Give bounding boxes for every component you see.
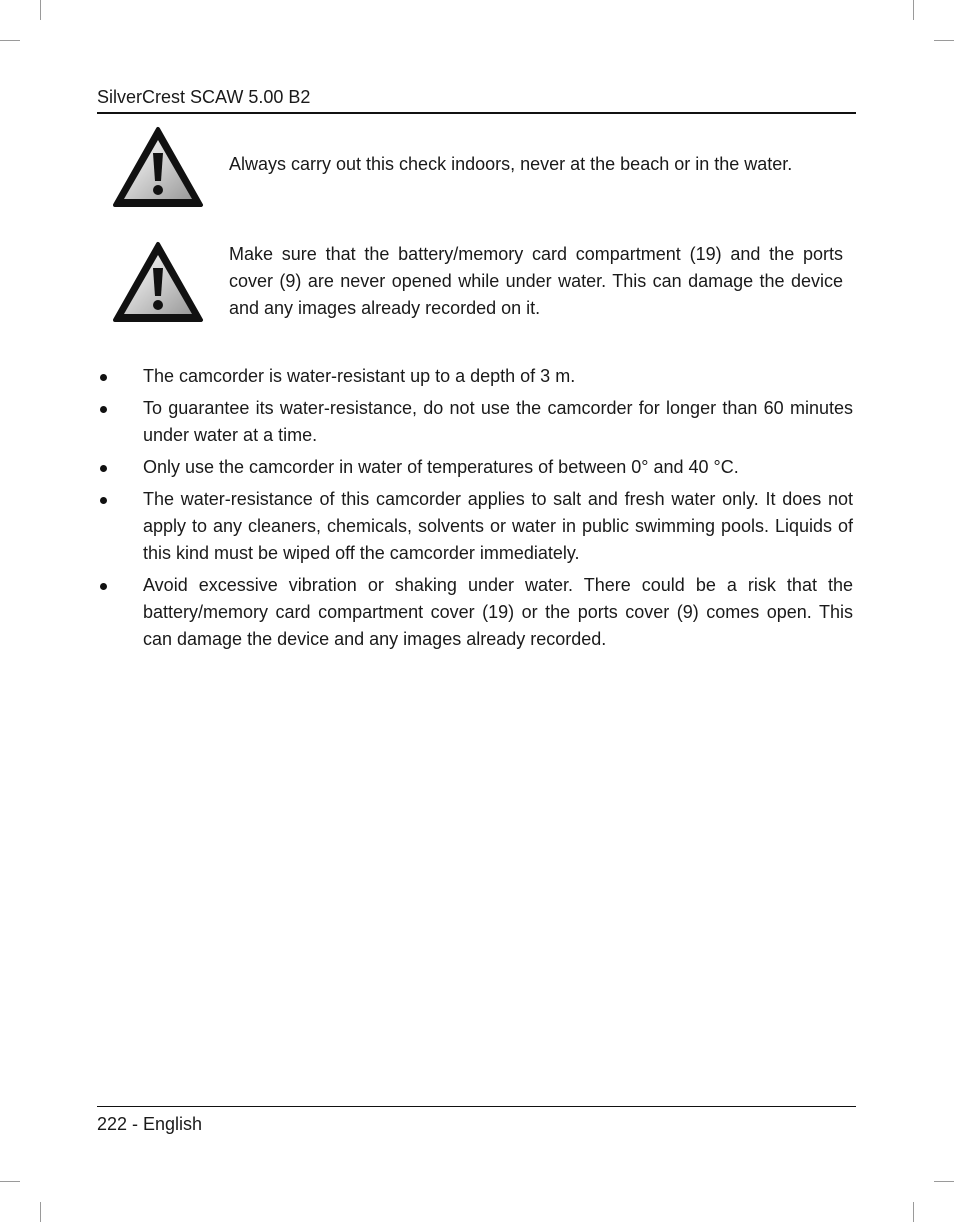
warning-text: Make sure that the battery/memory card compartment (19) and the ports cover (9) are never opened while under water. This can damage the device and any images already recorded on it. bbox=[229, 244, 843, 318]
header-title: SilverCrest SCAW 5.00 B2 bbox=[97, 87, 311, 107]
bullet-icon bbox=[100, 583, 107, 590]
list-item-text: To guarantee its water-resistance, do not use the camcorder for longer than 60 minutes under water at a time. bbox=[143, 398, 853, 445]
crop-mark bbox=[0, 40, 20, 41]
crop-mark bbox=[40, 1202, 41, 1222]
page-number: 222 - English bbox=[97, 1114, 203, 1134]
crop-mark bbox=[40, 0, 41, 20]
warning-triangle-icon bbox=[112, 126, 204, 208]
crop-mark bbox=[934, 40, 954, 41]
list-item-text: Avoid excessive vibration or shaking under water. There could be a risk that the battery/memory card compartment cover (19) or the ports cover (9) comes open. This can damage the device and any images already recorded. bbox=[143, 575, 853, 649]
crop-mark bbox=[934, 1181, 954, 1182]
warning-text: Always carry out this check indoors, never at the beach or in the water. bbox=[229, 154, 793, 174]
crop-mark bbox=[913, 0, 914, 20]
list-item-text: Only use the camcorder in water of temperatures of between 0° and 40 °C. bbox=[143, 457, 739, 477]
list-item bbox=[97, 363, 853, 390]
list-item bbox=[97, 395, 853, 449]
bullet-icon bbox=[100, 374, 107, 381]
page-footer bbox=[97, 1106, 856, 1135]
list-item bbox=[97, 486, 853, 567]
bullet-list bbox=[97, 363, 853, 658]
list-item-text: The camcorder is water-resistant up to a depth of 3 m. bbox=[143, 366, 576, 386]
list-item-text: The water-resistance of this camcorder applies to salt and fresh water only. It does not apply to any cleaners, chemicals, solvents or water in public swimming pools. Liquids of this kind must be wiped off the camcorder immediately. bbox=[143, 489, 853, 563]
page-header bbox=[97, 86, 856, 114]
bullet-icon bbox=[100, 465, 107, 472]
crop-mark bbox=[913, 1202, 914, 1222]
bullet-icon bbox=[100, 406, 107, 413]
list-item bbox=[97, 572, 853, 653]
list-item bbox=[97, 454, 853, 481]
crop-mark bbox=[0, 1181, 20, 1182]
warning-triangle-icon bbox=[112, 241, 204, 323]
bullet-icon bbox=[100, 497, 107, 504]
